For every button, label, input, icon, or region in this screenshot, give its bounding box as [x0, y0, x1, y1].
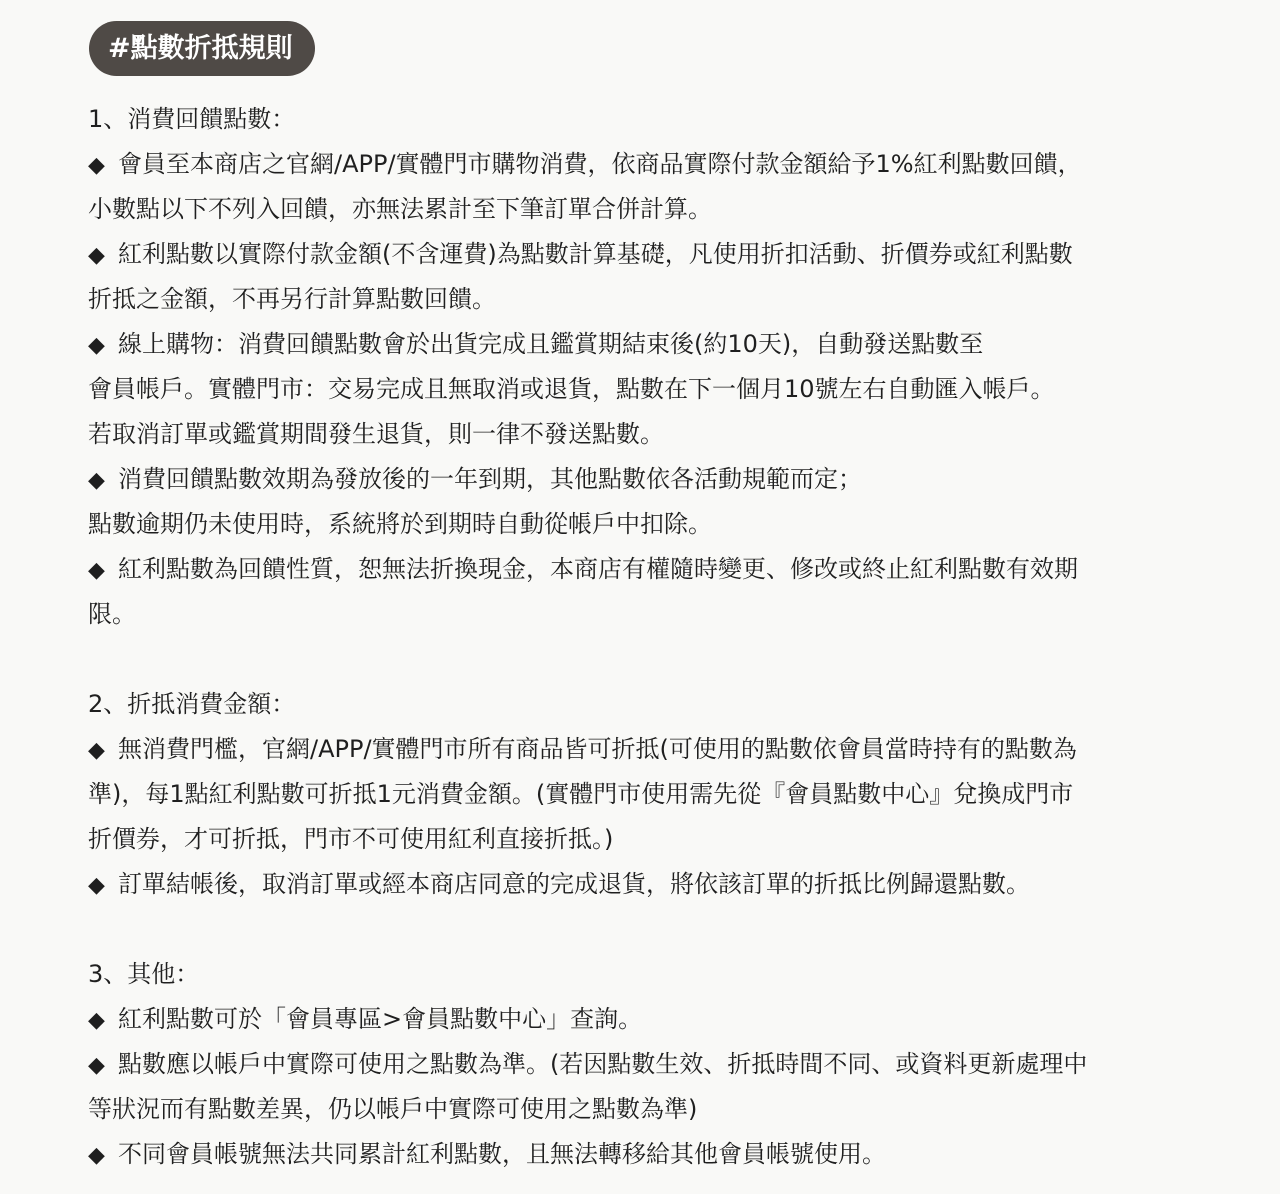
rule-text: 線上購物：消費回饋點數會於出貨完成且鑑賞期結束後(約10天)，自動發送點數至 — [118, 330, 984, 358]
rule-text: 會員帳戶。實體門市：交易完成且無取消或退貨，點數在下一個月10號左右自動匯入帳戶。 — [88, 375, 1055, 403]
rule-item-continuation — [88, 367, 1198, 412]
rules-section — [88, 97, 1198, 637]
rule-item-continuation — [88, 277, 1198, 322]
rule-item — [88, 997, 1198, 1042]
rule-text: 紅利點數為回饋性質，恕無法折換現金，本商店有權隨時變更、修改或終止紅利點數有效期 — [118, 555, 1078, 583]
diamond-bullet-icon: ◆ — [88, 468, 105, 493]
rule-item-continuation — [88, 412, 1198, 457]
rule-item-continuation — [88, 187, 1198, 232]
rule-item-continuation — [88, 772, 1198, 817]
diamond-bullet-icon: ◆ — [88, 738, 105, 763]
section-heading: 2、折抵消費金額： — [88, 690, 296, 718]
rule-item — [88, 862, 1198, 907]
rule-item — [88, 457, 1198, 502]
rules-section — [88, 952, 1198, 1177]
rule-item-continuation — [88, 817, 1198, 862]
rule-text: 若取消訂單或鑑賞期間發生退貨，則一律不發送點數。 — [88, 420, 664, 448]
section-spacer — [88, 907, 1198, 952]
rule-item — [88, 322, 1198, 367]
rule-item — [88, 547, 1198, 592]
diamond-bullet-icon: ◆ — [88, 873, 105, 898]
rule-item — [88, 142, 1198, 187]
diamond-bullet-icon: ◆ — [88, 1008, 105, 1033]
section-heading: 1、消費回饋點數： — [88, 105, 296, 133]
rule-text: 小數點以下不列入回饋，亦無法累計至下筆訂單合併計算。 — [88, 195, 712, 223]
rule-item-continuation — [88, 502, 1198, 547]
diamond-bullet-icon: ◆ — [88, 1143, 105, 1168]
rule-text: 消費回饋點數效期為發放後的一年到期，其他點數依各活動規範而定； — [118, 465, 862, 493]
rule-text: 紅利點數可於「會員專區>會員點數中心」查詢。 — [118, 1005, 643, 1033]
diamond-bullet-icon: ◆ — [88, 333, 105, 358]
section-heading: 3、其他： — [88, 960, 200, 988]
rule-item — [88, 1132, 1198, 1177]
rule-text: 不同會員帳號無法共同累計紅利點數，且無法轉移給其他會員帳號使用。 — [118, 1140, 886, 1168]
rules-section — [88, 682, 1198, 907]
rules-content — [88, 97, 1198, 1177]
diamond-bullet-icon: ◆ — [88, 243, 105, 268]
rule-text: 點數逾期仍未使用時，系統將於到期時自動從帳戶中扣除。 — [88, 510, 712, 538]
rule-item-continuation — [88, 1087, 1198, 1132]
rule-item — [88, 727, 1198, 772]
rule-text: 無消費門檻，官網/APP/實體門市所有商品皆可折抵(可使用的點數依會員當時持有的點數為 — [118, 735, 1077, 763]
diamond-bullet-icon: ◆ — [88, 153, 105, 178]
diamond-bullet-icon: ◆ — [88, 558, 105, 583]
rule-text: 折價券，才可折抵，門市不可使用紅利直接折抵。) — [88, 825, 614, 853]
rule-text: 紅利點數以實際付款金額(不含運費)為點數計算基礎，凡使用折扣活動、折價券或紅利點數 — [118, 240, 1073, 268]
rule-text: 會員至本商店之官網/APP/實體門市購物消費，依商品實際付款金額給予1%紅利點數回饋， — [118, 150, 1082, 178]
rule-item-continuation — [88, 592, 1198, 637]
section-spacer — [88, 637, 1198, 682]
diamond-bullet-icon: ◆ — [88, 1053, 105, 1078]
rule-text: 等狀況而有點數差異，仍以帳戶中實際可使用之點數為準) — [88, 1095, 698, 1123]
rule-text: 準)，每1點紅利點數可折抵1元消費金額。(實體門市使用需先從『會員點數中心』兌換成門市 — [88, 780, 1074, 808]
rule-item — [88, 1042, 1198, 1087]
page-title: #點數折抵規則 — [89, 21, 315, 76]
rule-text: 訂單結帳後，取消訂單或經本商店同意的完成退貨，將依該訂單的折抵比例歸還點數。 — [118, 870, 1030, 898]
rule-item — [88, 232, 1198, 277]
rule-text: 限。 — [88, 600, 136, 628]
rule-text: 折抵之金額，不再另行計算點數回饋。 — [88, 285, 496, 313]
rule-text: 點數應以帳戶中實際可使用之點數為準。(若因點數生效、折抵時間不同、或資料更新處理中 — [118, 1050, 1088, 1078]
